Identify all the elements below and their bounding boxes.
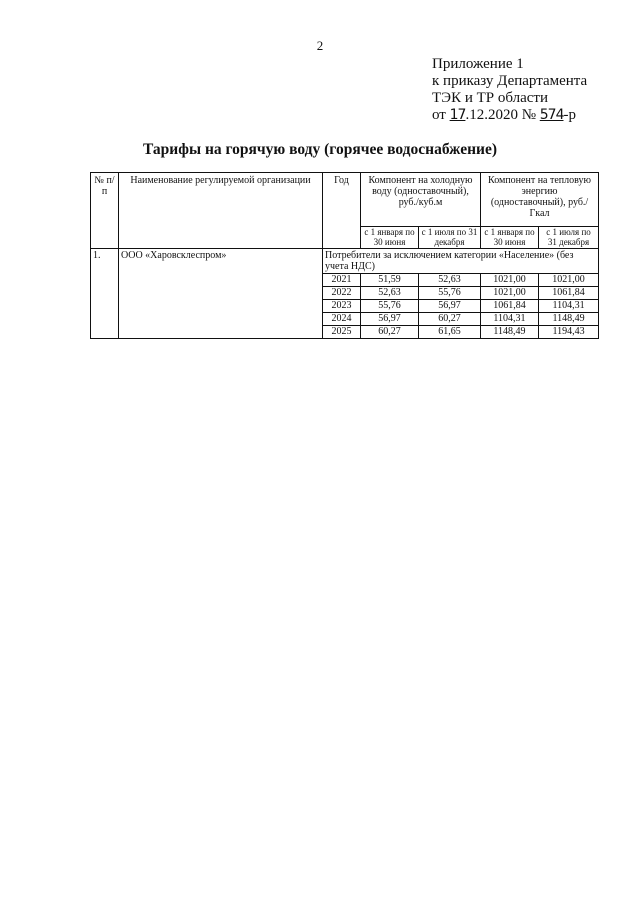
year-cell: 2023 [323,300,361,313]
cold-period-1-cell: 52,63 [361,287,419,300]
header-cold-water: Компонент на холодную воду (одноставочный), руб./куб.м [361,173,481,227]
page-number: 2 [316,38,324,53]
cold-period-1-cell: 56,97 [361,313,419,326]
date-day-handwritten: 17 [449,107,466,123]
header-year: Год [323,173,361,249]
order-suffix: -р [563,107,576,123]
year-cell: 2021 [323,274,361,287]
cold-period-2-cell: 61,65 [419,326,481,339]
organization-name: ООО «Харовсклеспром» [119,249,323,339]
cold-period-2-cell: 52,63 [419,274,481,287]
heat-period-1-cell: 1104,31 [481,313,539,326]
heat-period-2-cell: 1021,00 [539,274,599,287]
appendix-date-line [432,107,587,124]
header-organization: Наименование регулируемой организации [119,173,323,249]
cold-period-2-cell: 60,27 [419,313,481,326]
year-cell: 2025 [323,326,361,339]
cold-period-1-cell: 55,76 [361,300,419,313]
appendix-line-3: ТЭК и ТР области [432,90,548,106]
row-number: 1. [91,249,119,339]
header-num: № п/п [91,173,119,249]
heat-period-1-cell: 1021,00 [481,274,539,287]
date-rest: .12.2020 № [465,107,536,123]
cold-period-1-cell: 60,27 [361,326,419,339]
document-title: Тарифы на горячую воду (горячее водоснабжение) [142,141,497,158]
consumer-category: Потребители за исключением категории «Население» (без учета НДС) [323,249,599,274]
heat-period-1-cell: 1061,84 [481,300,539,313]
cold-period-2-cell: 56,97 [419,300,481,313]
heat-period-1-cell: 1021,00 [481,287,539,300]
heat-period-2-cell: 1104,31 [539,300,599,313]
year-cell: 2024 [323,313,361,326]
cold-period-2-cell: 55,76 [419,287,481,300]
subheader-heat-period-2: с 1 июля по 31 декабря [539,227,599,249]
heat-period-2-cell: 1061,84 [539,287,599,300]
cold-period-1-cell: 51,59 [361,274,419,287]
header-heat-energy: Компонент на тепловую энергию (одноставочный), руб./Гкал [481,173,599,227]
subheader-cold-period-1: с 1 января по 30 июня [361,227,419,249]
tariff-table [90,172,599,339]
order-number-handwritten: 574 [539,107,564,123]
subheader-heat-period-1: с 1 января по 30 июня [481,227,539,249]
heat-period-2-cell: 1148,49 [539,313,599,326]
appendix-line-2: к приказу Департамента [432,73,588,89]
year-cell: 2022 [323,287,361,300]
subheader-cold-period-2: с 1 июля по 31 декабря [419,227,481,249]
heat-period-1-cell: 1148,49 [481,326,539,339]
heat-period-2-cell: 1194,43 [539,326,599,339]
appendix-line-1: Приложение 1 [432,56,524,72]
appendix-block [432,56,587,124]
date-prefix: от [432,107,446,123]
